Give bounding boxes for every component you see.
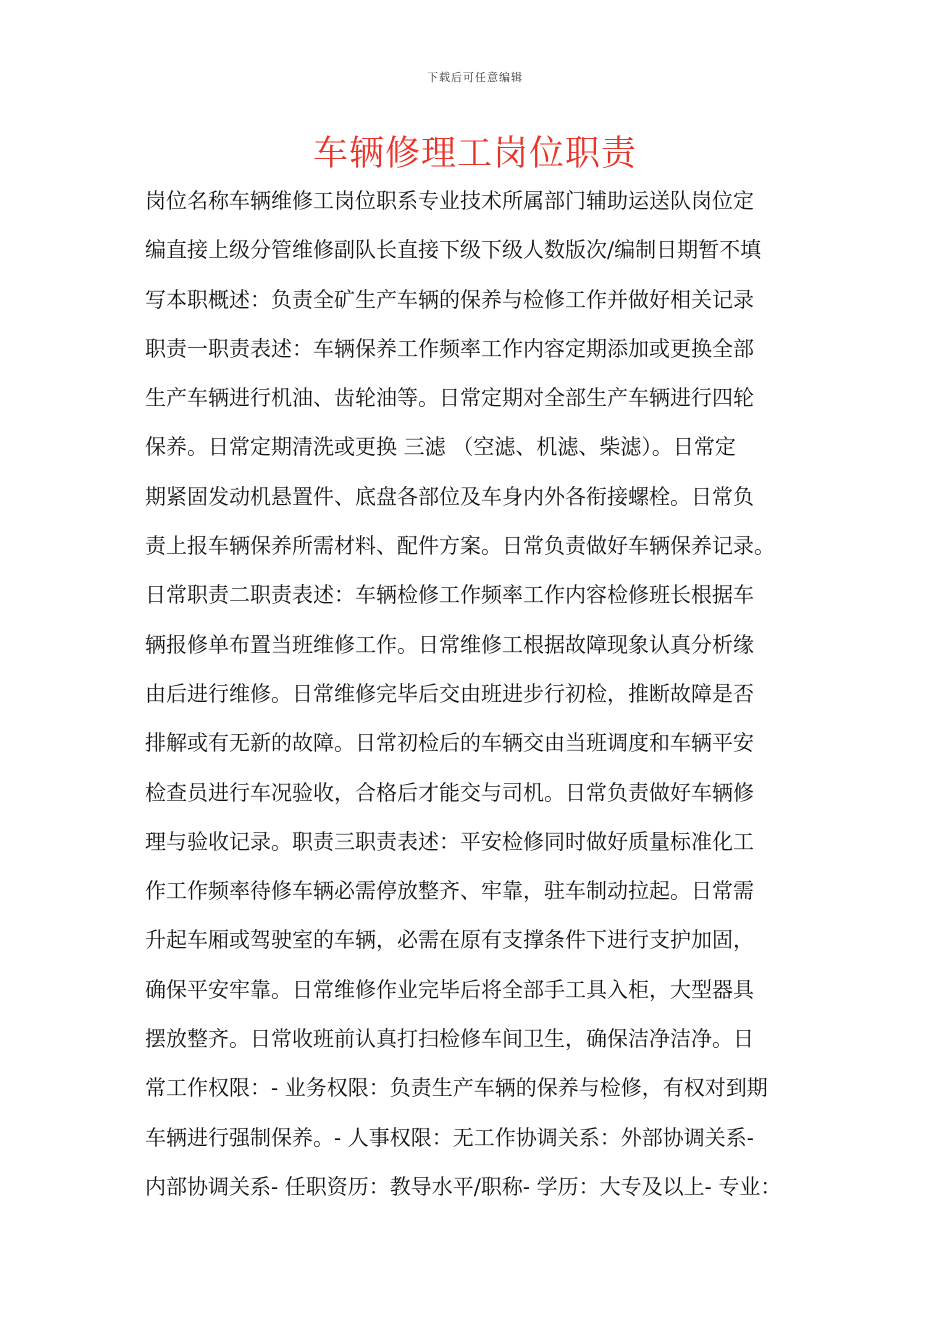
body-line: 写本职概述：负责全矿生产车辆的保养与检修工作并做好相关记录: [145, 287, 754, 312]
body-line: 由后进行维修。日常维修完毕后交由班进步行初检，推断故障是否: [145, 681, 754, 706]
body-line: 作工作频率待修车辆必需停放整齐、牢靠，驻车制动拉起。日常需: [145, 879, 754, 904]
body-line: 内部协调关系- 任职资历：教导水平/职称- 学历：大专及以上- 专业：: [145, 1174, 782, 1199]
header-note: 下载后可任意编辑: [427, 71, 523, 84]
body-line: 检查员进行车况验收，合格后才能交与司机。日常负责做好车辆修: [145, 780, 754, 805]
body-line: 责上报车辆保养所需材料、配件方案。日常负责做好车辆保养记录。: [145, 534, 775, 559]
body-line: 车辆进行强制保养。- 人事权限：无工作协调关系：外部协调关系-: [145, 1125, 754, 1150]
body-line: 编直接上级分管维修副队长直接下级下级人数版次/编制日期暂不填: [145, 238, 762, 263]
body-line: 职责一职责表述：车辆保养工作频率工作内容定期添加或更换全部: [145, 336, 754, 361]
body-line: 理与验收记录。职责三职责表述：平安检修同时做好质量标准化工: [145, 829, 754, 854]
body-line: 确保平安牢靠。日常维修作业完毕后将全部手工具入柜，大型器具: [145, 977, 754, 1002]
body-line: 升起车厢或驾驶室的车辆，必需在原有支撑条件下进行支护加固，: [145, 928, 754, 953]
body-line: 生产车辆进行机油、齿轮油等。日常定期对全部生产车辆进行四轮: [145, 386, 754, 411]
body-line: 期紧固发动机悬置件、底盘各部位及车身内外各衔接螺栓。日常负: [145, 484, 754, 509]
body-text: [145, 183, 825, 1218]
body-line: 日常职责二职责表述：车辆检修工作频率工作内容检修班长根据车: [145, 583, 754, 608]
body-line: 排解或有无新的故障。日常初检后的车辆交由当班调度和车辆平安: [145, 731, 754, 756]
document-title: 车辆修理工岗位职责: [312, 134, 637, 174]
body-line: 辆报修单布置当班维修工作。日常维修工根据故障现象认真分析缘: [145, 632, 754, 657]
body-line: 保养。日常定期清洗或更换 三滤 （空滤、机滤、柴滤）。日常定: [145, 435, 736, 460]
body-line: 岗位名称车辆维修工岗位职系专业技术所属部门辅助运送队岗位定: [145, 189, 754, 213]
body-line: 摆放整齐。日常收班前认真打扫检修车间卫生，确保洁净洁净。日: [145, 1027, 754, 1052]
body-line: 常工作权限：- 业务权限：负责生产车辆的保养与检修，有权对到期: [145, 1076, 768, 1101]
